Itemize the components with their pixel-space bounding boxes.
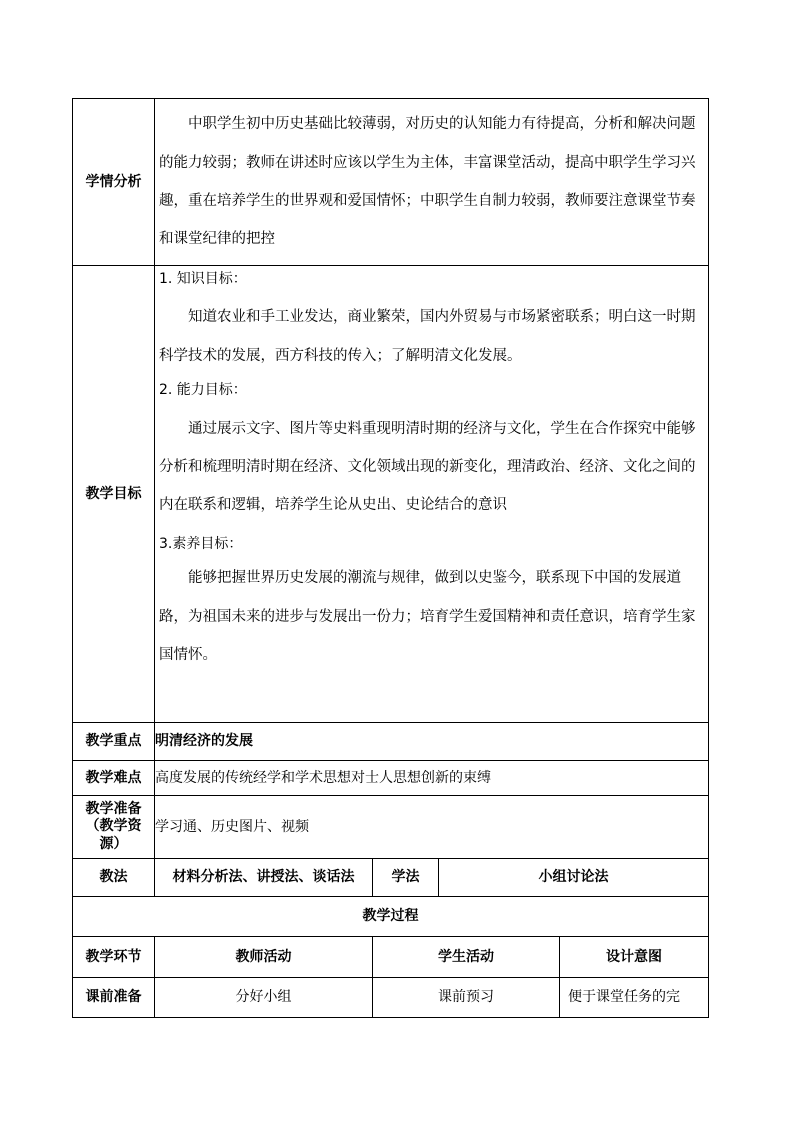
difficulty-text: 高度发展的传统经学和学术思想对士人思想创新的束缚 (155, 761, 709, 796)
process-header-teacher: 教师活动 (155, 937, 373, 978)
learning-method-value: 小组讨论法 (439, 859, 709, 897)
prep-label (73, 796, 155, 859)
difficulty-label: 教学难点 (73, 761, 155, 796)
teaching-method-value: 材料分析法、讲授法、谈话法 (155, 859, 373, 897)
ability-goal-title: 2. 能力目标： (159, 382, 247, 399)
teaching-method-label: 教法 (73, 859, 155, 897)
ability-goal-text: 通过展示文字、图片等史料重现明清时期的经济与文化，学生在合作探究中能够分析和梳理明清时期在经济、文化领域出现的新变化，理清政治、经济、文化之间的内在联系和逻辑，培养学生论从史出、史论结合的意识 (159, 420, 696, 514)
lesson-plan-table (72, 98, 709, 1018)
prep-row (73, 796, 709, 859)
key-point-row (73, 723, 709, 761)
objectives-cell (155, 266, 709, 723)
process-header-row (73, 937, 709, 978)
analysis-text: 中职学生初中历史基础比较薄弱，对历史的认知能力有待提高，分析和解决问题的能力较弱；教师在讲述时应该以学生为主体，丰富课堂活动，提高中职学生学习兴趣，重在培养学生的世界观和爱国情怀；中职学生自制力较弱，教师要注意课堂节奏和课堂纪律的把控 (159, 116, 696, 248)
analysis-row (73, 99, 709, 266)
prep-text: 学习通、历史图片、视频 (155, 796, 709, 859)
key-point-text: 明清经济的发展 (155, 723, 709, 761)
process-teacher-activity: 分好小组 (155, 978, 373, 1018)
prep-label-line1: 教学准备 (85, 800, 142, 817)
process-design-intent: 便于课堂任务的完 (560, 978, 709, 1018)
analysis-label: 学情分析 (73, 99, 155, 266)
learning-method-label: 学法 (373, 859, 439, 897)
knowledge-goal-text: 知道农业和手工业发达，商业繁荣，国内外贸易与市场紧密联系；明白这一时期科学技术的发展，西方科技的传入；了解明清文化发展。 (159, 309, 696, 364)
prep-label-line2: （教学资 (85, 818, 142, 835)
process-title: 教学过程 (73, 897, 709, 937)
process-header-student: 学生活动 (373, 937, 560, 978)
process-header-stage: 教学环节 (73, 937, 155, 978)
knowledge-goal-title: 1. 知识目标： (159, 271, 247, 287)
methods-row (73, 859, 709, 897)
process-title-row (73, 897, 709, 937)
literacy-goal-title: 3.素养目标： (159, 535, 243, 552)
literacy-goal-text: 能够把握世界历史发展的潮流与规律，做到以史鉴今，联系现下中国的发展道路，为祖国未来的进步与发展出一份力；培育学生爱国精神和责任意识，培育学生家国情怀。 (159, 570, 696, 664)
objectives-row (73, 266, 709, 723)
process-header-intent: 设计意图 (560, 937, 709, 978)
key-point-label: 教学重点 (73, 723, 155, 761)
process-student-activity: 课前预习 (373, 978, 560, 1018)
difficulty-row (73, 761, 709, 796)
analysis-cell (155, 99, 709, 266)
process-stage: 课前准备 (73, 978, 155, 1018)
prep-label-line3: 源） (99, 835, 128, 852)
objectives-label: 教学目标 (73, 266, 155, 723)
table-row (73, 978, 709, 1018)
